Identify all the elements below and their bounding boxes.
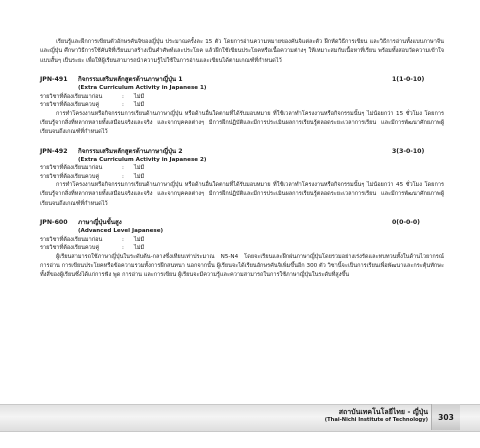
course-description: การทำโครงงานหรือกิจกรรมการเรียนด้านภาษาญี่ปุ่น หรือด้านอื่นใดตามที่ได้รับมอบหมาย ที่ใช้เวลาทำโครงงานหรือกิจกรรมนั้นๆ ไม่น้อยกว่า 45 ชั่วโมง โดยการเรียนรู้จากสิ่งที่หลากหลายทั้งเสมือนจริงและจริง และจากบุคคลต่างๆ มีการฝึกปฏิบัติและมีการประเมินผลการเรียนรู้ตลอดระยะเวลาการเรียน และมีการพัฒนาศักยภาพผู้เรียนจนถึงเกณฑ์ที่กำหนดไว้ [40,182,444,207]
course-title: ภาษาญี่ปุ่นขั้นสูง [78,219,122,227]
separator: : [122,102,124,109]
institute-name-english: (Thai-Nichi Institute of Technology) [324,417,428,423]
course-english-title: (Extra Curriculum Activity in Japanese 1) [78,85,207,92]
prerequisite-value: ไม่มี [134,236,145,243]
separator: : [122,245,124,252]
prerequisite-value: ไม่มี [134,93,145,100]
separator: : [122,236,124,243]
course-header [40,218,444,227]
corequisite-row [40,244,444,252]
course-jpn-491 [40,75,444,138]
page-content [40,38,444,281]
course-jpn-600 [40,218,444,281]
corequisite-label: รายวิชาที่ต้องเรียนควบคู่ [40,102,100,109]
separator: : [122,165,124,172]
course-credits: 3(3-0-10) [392,147,425,155]
course-english-title: (Extra Curriculum Activity in Japanese 2) [78,156,207,163]
course-code: JPN-600 [40,219,68,227]
corequisite-value: ไม่มี [134,245,145,252]
separator: : [122,173,124,180]
course-title: กิจกรรมเสริมหลักสูตรด้านภาษาญี่ปุ่น 1 [78,76,183,84]
course-description: การทำโครงงานหรือกิจกรรมการเรียนด้านภาษาญี่ปุ่น หรือด้านอื่นใดตามที่ได้รับมอบหมาย ที่ใช้เวลาทำโครงงานหรือกิจกรรมนั้นๆ ไม่น้อยกว่า 15 ชั่วโมง โดยการเรียนรู้จากสิ่งที่หลากหลายทั้งเสมือนจริงและจริง และจากบุคคลต่างๆ มีการฝึกปฏิบัติและมีการประเมินผลการเรียนรู้ตลอดระยะเวลาการเรียน และมีการพัฒนาศักยภาพผู้เรียนจนถึงเกณฑ์ที่กำหนดไว้ [40,110,444,136]
corequisite-label: รายวิชาที่ต้องเรียนควบคู่ [40,173,100,180]
prerequisite-row [40,164,444,172]
prerequisite-value: ไม่มี [134,165,145,172]
prerequisite-label: รายวิชาที่ต้องเรียนมาก่อน [40,236,103,243]
course-english-title: (Advanced Level Japanese) [78,228,164,235]
prerequisite-row [40,236,444,244]
corequisite-value: ไม่มี [134,173,145,180]
course-title: กิจกรรมเสริมหลักสูตรด้านภาษาญี่ปุ่น 2 [78,147,183,155]
institute-name [325,408,428,424]
course-jpn-492 [40,147,444,210]
course-credits: 0(0-0-0) [392,219,421,227]
intro-paragraph: เรียนรู้และฝึกการเขียนตัวอักษรคันจิของญี่ปุ่น ประมาณครั้งละ 15 ตัว โดยการอ่านความหมายของคันจิแต่ละตัว ฝึกหัดวิธีการเขียน และวิธีการอ่านทั้งแบบภาษาจีนและญี่ปุ่น ศึกษาวิธีการใช้คันจิที่เรียนมาสร้างเป็นคำศัพท์และประโยค แล้วฝึกใช้เขียนประโยคหรือเนื้อความต่างๆ ให้เหมาะสมกับเนื้อหาที่เรียน พร้อมทั้งสอบวัดความเข้าใจแบบสั้นๆ เป็นระยะ เพื่อให้ผู้เรียนสามารถนำความรู้ไปใช้ในการอ่านและเขียนได้ตามเกณฑ์ที่กำหนดไว้ [40,39,444,64]
course-code: JPN-492 [40,147,68,155]
institute-name-thai: สถาบันเทคโนโลยีไทย - ญี่ปุ่น [338,408,428,416]
course-code: JPN-491 [40,76,68,84]
corequisite-row [40,173,444,181]
course-description: ผู้เรียนสามารถใช้ภาษาญี่ปุ่นในระดับต้น-กลางซึ่งเทียบเท่าประมาณ N5-N4 โดยจะเรียนและฝึกฝนภาษาญี่ปุ่นโดยรวมอย่างเร่งรัดและทบทวนทั้งในด้านไวยากรณ์ การอ่าน การเขียนประโยคหรือข้อความรวมทั้งการฝึกสนทนา นอกจากนั้น ผู้เรียนจะได้เรียนอักษรคันจิเพิ่มขึ้นอีก 300 ตัว วิชานี้จะเป็นการเรียนเพื่อพัฒนาและกระตุ้นทักษะทั้งสี่ของผู้เรียนซึ่งได้แก่การฟัง พูด การอ่าน และการเขียน ผู้เรียนจะมีความรู้และความสามารถในการใช้ภาษาญี่ปุ่นในระดับที่สูงขึ้น [40,253,444,279]
prerequisite-label: รายวิชาที่ต้องเรียนมาก่อน [40,93,103,100]
prerequisite-label: รายวิชาที่ต้องเรียนมาก่อน [40,165,103,172]
course-credits: 1(1-0-10) [392,76,425,84]
page-number: 303 [431,404,460,430]
corequisite-label: รายวิชาที่ต้องเรียนควบคู่ [40,245,100,252]
course-header [40,147,444,156]
prerequisite-row [40,93,444,101]
separator: : [122,93,124,100]
corequisite-value: ไม่มี [134,102,145,109]
corequisite-row [40,101,444,109]
course-header [40,75,444,84]
